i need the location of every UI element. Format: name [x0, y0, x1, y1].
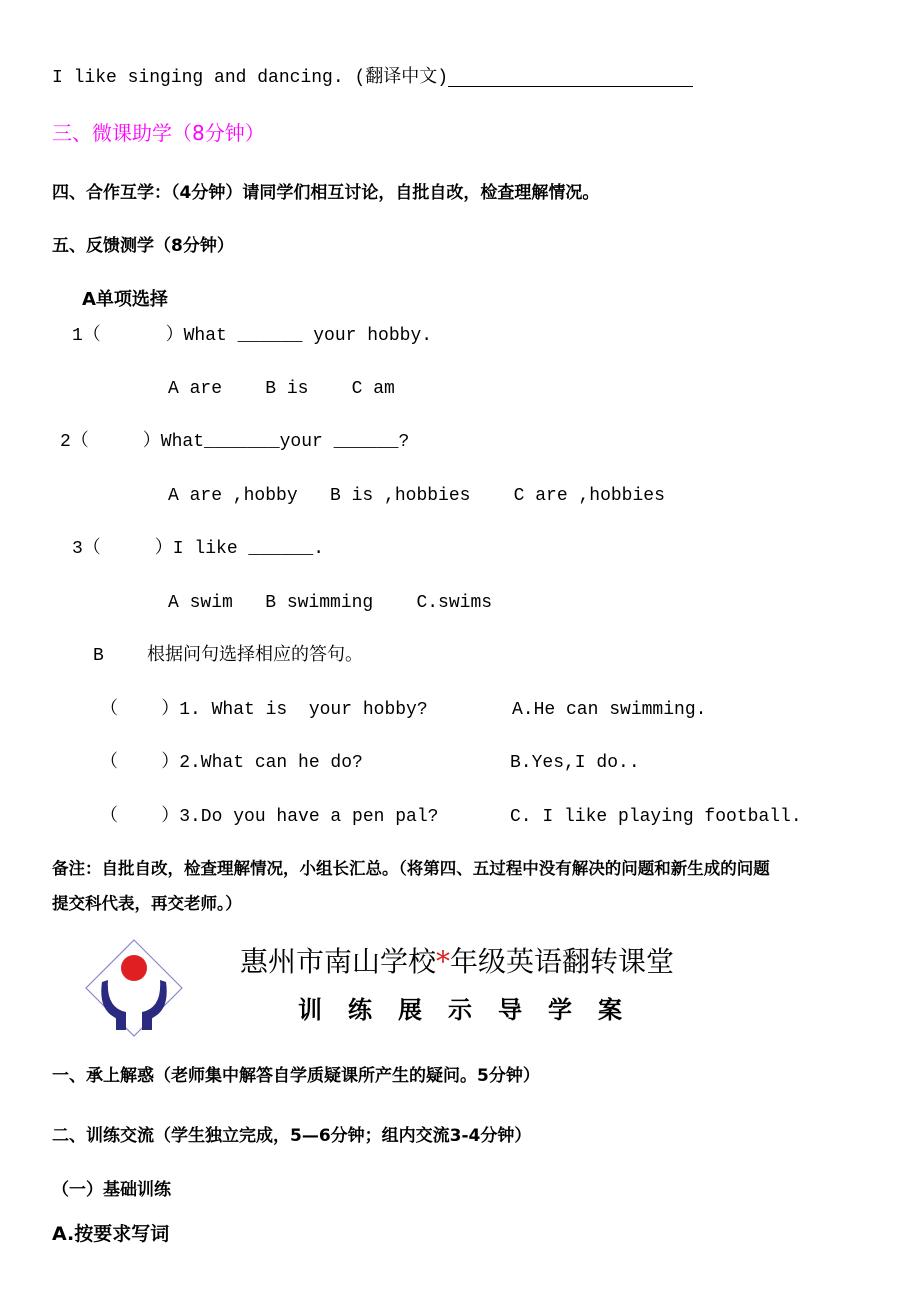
header-title: [240, 945, 675, 978]
title-star: *: [436, 945, 451, 978]
section-feedback: 五、反馈测学（8分钟）: [52, 236, 234, 256]
part-a-heading: A单项选择: [82, 289, 168, 310]
question-1: 1（ ）What ______ your hobby.: [72, 326, 433, 346]
section-cooperative: 四、合作互学：（4分钟）请同学们相互讨论，自批自改，检查理解情况。: [52, 183, 600, 203]
match-question-3: （ ）3.Do you have a pen pal?: [100, 807, 439, 827]
question-3-options: A swim B swimming C.swims: [168, 593, 493, 613]
section-answer-questions: 一、承上解惑（老师集中解答自学质疑课所产生的疑问。5分钟）: [52, 1066, 540, 1086]
question-2: 2（ ）What_______your ______?: [60, 432, 410, 452]
question-3: 3（ ）I like ______.: [72, 539, 325, 559]
question-1-options: A are B is C am: [168, 379, 395, 399]
translation-question: [52, 68, 693, 87]
translation-text: I like singing and dancing. (翻译中文): [52, 68, 449, 88]
part-b-heading: B 根据问句选择相应的答句。: [93, 646, 364, 666]
header-subtitle: 训练展示导学案: [298, 996, 648, 1024]
school-logo-icon: [84, 938, 184, 1038]
section-training-exchange: 二、训练交流（学生独立完成，5—6分钟；组内交流3-4分钟）: [52, 1126, 532, 1146]
match-question-1: （ ）1. What is your hobby?: [100, 700, 428, 720]
note-line-1: 备注：自批自改，检查理解情况，小组长汇总。（将第四、五过程中没有解决的问题和新生成的问题: [52, 859, 770, 878]
match-answer-a: A.He can swimming.: [512, 700, 707, 720]
note-line-2: 提交科代表，再交老师。）: [52, 894, 242, 913]
title-school: 惠州市南山学校: [240, 945, 437, 978]
question-2-options: A are ,hobby B is ,hobbies C are ,hobbies: [168, 486, 665, 506]
answer-blank[interactable]: [448, 68, 693, 87]
title-course: 年级英语翻转课堂: [450, 945, 675, 978]
section-micro-lesson: 三、微课助学（8分钟）: [52, 121, 265, 145]
match-question-2: （ ）2.What can he do?: [100, 753, 363, 773]
subsection-basic-training: （一）基础训练: [52, 1180, 171, 1200]
subsection-write-words: A.按要求写词: [52, 1223, 170, 1245]
match-answer-c: C. I like playing football.: [510, 807, 802, 827]
match-answer-b: B.Yes,I do..: [510, 753, 640, 773]
